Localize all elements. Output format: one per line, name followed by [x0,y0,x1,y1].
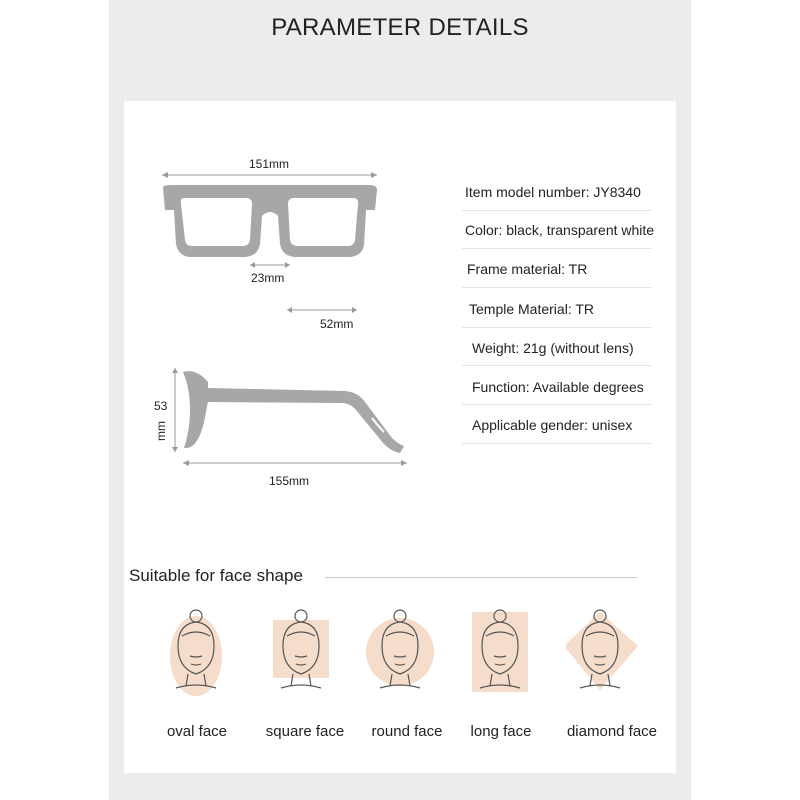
long-face-label: long face [470,723,532,740]
diamond-face-icon [566,606,646,696]
round-face-label: round face [371,723,443,740]
spec-weight: Weight: 21g (without lens) [472,340,634,356]
lens-width-label: 52mm [320,317,354,331]
spec-divider [462,443,652,444]
oval-face-icon [160,606,240,696]
lens-width-dimension-line [287,307,357,313]
long-face-icon [466,606,546,696]
frame-width-label: 151mm [249,157,290,171]
spec-gender: Applicable gender: unisex [472,417,633,433]
spec-frame-material: Frame material: TR [467,261,588,277]
spec-divider [462,327,652,328]
oval-face-label: oval face [166,723,228,740]
square-face-icon [265,606,345,696]
glasses-front-icon [163,185,377,257]
lens-height-dimension-line [172,368,178,452]
bridge-width-label: 23mm [251,271,285,285]
spec-model-number: Item model number: JY8340 [465,184,641,200]
temple-length-label: 155mm [269,474,310,488]
spec-temple-material: Temple Material: TR [469,301,595,317]
spec-divider [462,287,652,288]
diamond-face-label: diamond face [566,723,658,740]
spec-divider [462,365,652,366]
spec-divider [462,248,652,249]
spec-function: Function: Available degrees [472,379,644,395]
glasses-side-icon [183,371,404,453]
frame-width-dimension-line [162,172,377,178]
spec-divider [462,404,652,405]
lens-height-unit-label: mm [154,421,168,441]
temple-length-dimension-line [183,460,407,466]
lens-height-value-label: 53 [154,399,168,413]
square-face-label: square face [265,723,345,740]
spec-divider [462,210,652,211]
page-title: PARAMETER DETAILS [271,14,529,41]
section-divider [325,577,637,578]
face-shape-section-title: Suitable for face shape [129,566,303,585]
round-face-icon [364,606,444,696]
spec-color: Color: black, transparent white [465,222,655,238]
bridge-width-dimension-line [250,262,290,268]
